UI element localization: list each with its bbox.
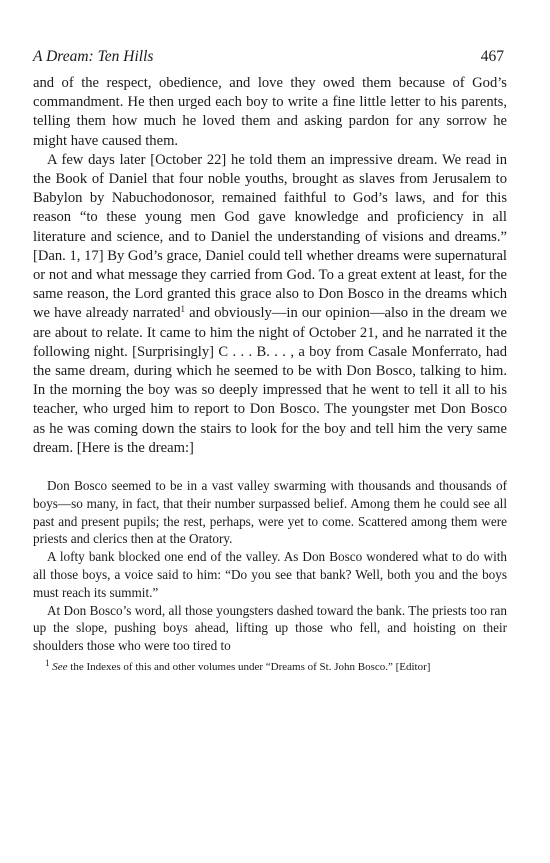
footnote-see: See [52, 661, 68, 674]
footnote-body: the Indexes of this and other volumes under “Dreams of St. John Bosco.” [Editor] [67, 661, 431, 674]
footnote [33, 660, 507, 675]
dream-paragraph-3: At Don Bosco’s word, all those youngsters dashed toward the bank. The priests too ran up the slope, pushing boys ahead, lifting up those who fell, and hoisting on their shoulders those who were too tired to [33, 602, 507, 654]
dream-paragraph-2: A lofty bank blocked one end of the valley. As Don Bosco wondered what to do with all those boys, a voice said to him: “Do you see that bank? Well, both you and the boys must reach its summit.” [33, 549, 507, 600]
running-header [33, 48, 507, 74]
book-page [33, 48, 507, 675]
paragraph-2-part-1: A few days later [October 22] he told them an impressive dream. We read in the Book of Daniel that four noble youths, brought as slaves from Jerusalem to Babylon by Nabuchodonosor, remained faithful to God’s laws, and for this reason “to these young men God gave knowledge and proficiency in all literature and science, and to Daniel the understanding of visions and dreams.” [Dan. 1, 17] By God’s grace, Daniel could tell whether dreams were supernatural or not and what message they carried from God. To a great extent at least, for the same reason, the Lord granted this grace also to Don Bosco in the dreams which we have already narrated [33, 151, 507, 322]
paragraph-1: and of the respect, obedience, and love they owed them because of God’s commandment. He then urged each boy to write a fine little letter to his parents, telling them how much he loved them and asking pardon for any sorrow he might have caused them. [33, 75, 507, 149]
running-title: A Dream: Ten Hills [33, 48, 154, 65]
footnote-text [33, 660, 507, 675]
footnote-reference: 1 [180, 304, 186, 315]
main-text [33, 74, 507, 458]
paragraph-2-part-2: and obviously—in our opinion—also in the dream we are about to relate. It came to him the night of October 21, and he narrated it the following night. [Surprisingly] C . . . B. . . , a boy from Casale Monferrato, had the same dream, during which he seemed to be with Don Bosco, talking to him. In the morning the boy was so deeply impressed that he went to tell it all to his teacher, who urged him to report to Don Bosco. The youngster met Don Bosco as he was coming down the stairs to look for the boy and tell him the very same dream. [Here is the dream:] [33, 305, 507, 456]
paragraph-2 [33, 151, 507, 458]
dream-paragraph-1: Don Bosco seemed to be in a vast valley swarming with thousands and thousands of boys—so many, in fact, that their number surpassed belief. Among them he could see all past and present pupils; the rest, perhaps, were yet to come. Scattered among them were priests and clerics then at the Oratory. [33, 478, 507, 547]
footnote-marker: 1 [45, 658, 50, 669]
page-number: 467 [480, 48, 504, 65]
dream-narrative [33, 477, 507, 655]
